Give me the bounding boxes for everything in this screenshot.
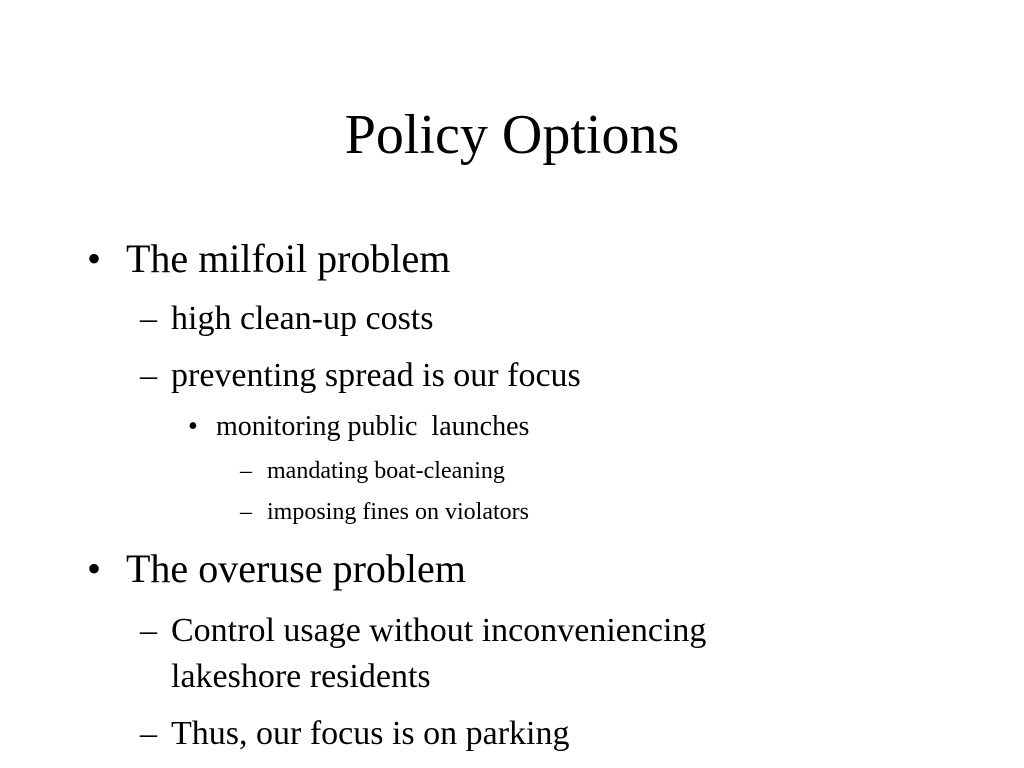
bullet-marker: • [87, 236, 102, 281]
bullet-text: lakeshore residents [171, 658, 431, 695]
dash-marker: – [140, 300, 157, 337]
bullet-text: mandating boat-cleaning [267, 458, 505, 484]
bullet-text: high clean-up costs [171, 300, 434, 337]
bullet-text: Control usage without inconveniencing [171, 612, 707, 649]
bullet-text: preventing spread is our focus [171, 357, 581, 394]
bullet-text: Thus, our focus is on parking [171, 715, 570, 752]
bullet-marker: • [87, 546, 102, 591]
bullet-text: The overuse problem [126, 546, 466, 591]
bullet-text: The milfoil problem [126, 236, 451, 281]
dash-marker: – [240, 499, 252, 525]
dash-marker: – [240, 458, 252, 484]
bullet-marker: • [188, 411, 198, 442]
dash-marker: – [140, 357, 157, 394]
dash-marker: – [140, 715, 157, 752]
bullet-text: monitoring public launches [216, 411, 530, 442]
dash-marker: – [140, 612, 157, 649]
bullet-text: imposing fines on violators [267, 499, 529, 525]
slide-title: Policy Options [344, 104, 680, 166]
